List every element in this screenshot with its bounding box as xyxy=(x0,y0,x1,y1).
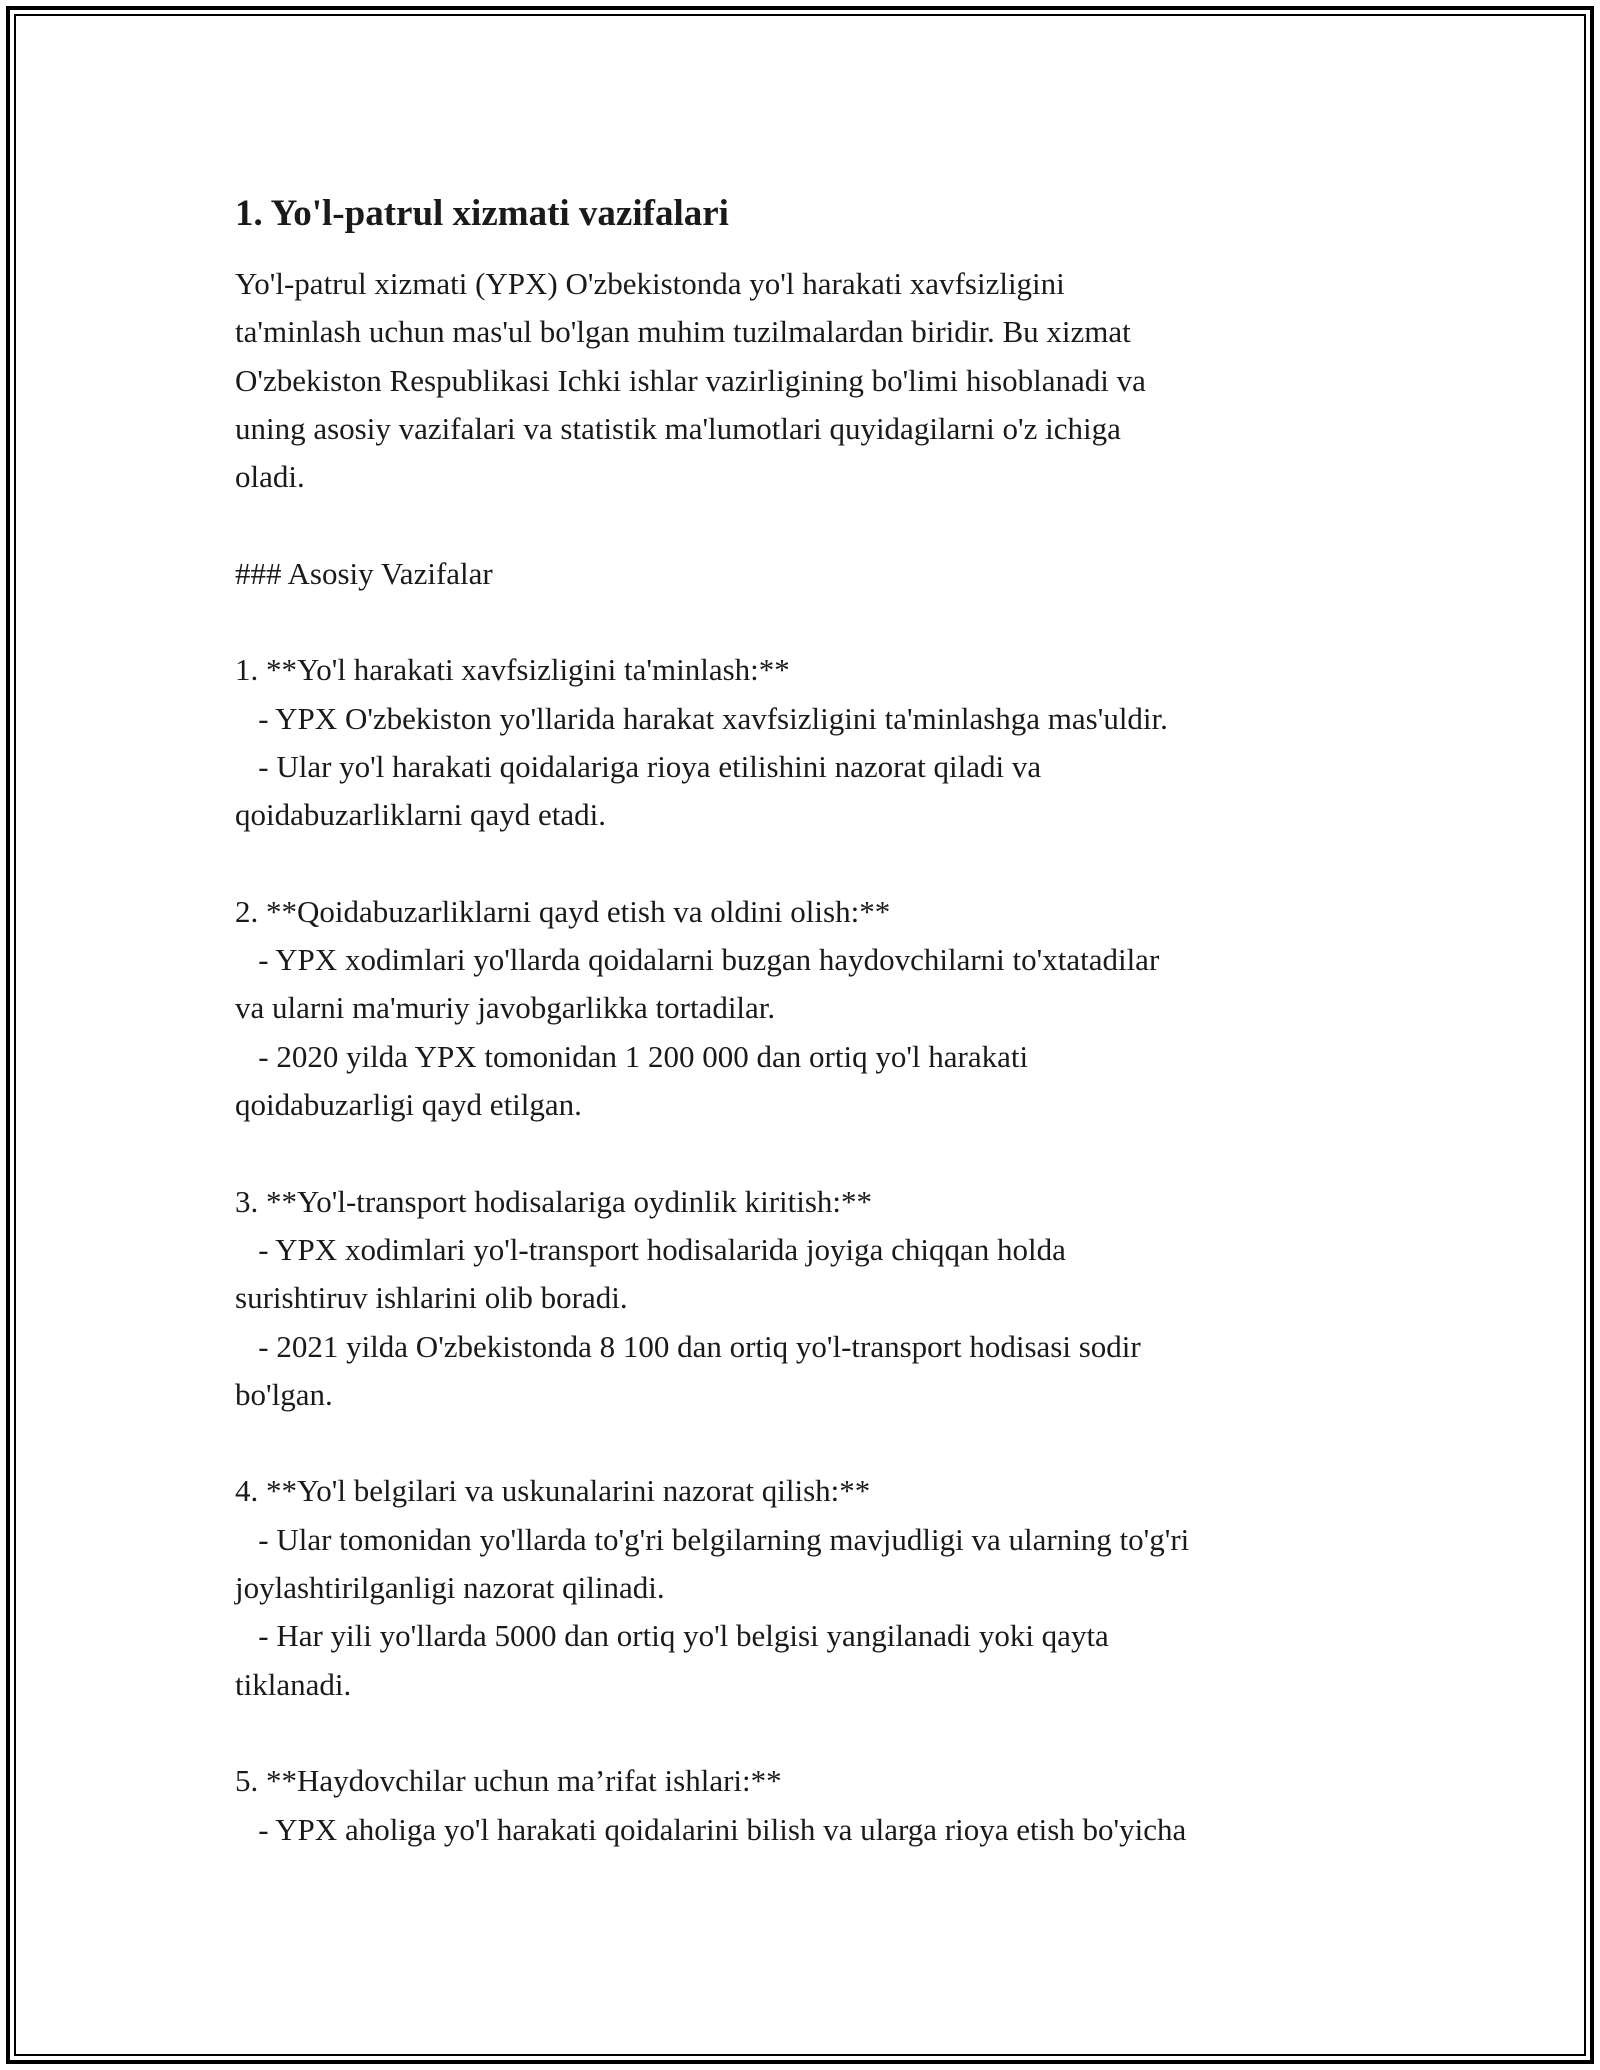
document-content xyxy=(235,190,1375,1854)
document-title: 1. Yo'l-patrul xizmati vazifalari xyxy=(235,193,729,234)
document-body: Yo'l-patrul xizmati (YPX) O'zbekistonda yo'l harakati xavfsizligini ta'minlash uchun mas'ul bo'lgan muhim tuzilmalardan biridir. Bu xizmat O'zbekiston Respublikasi Ichki ishlar vazirligining bo'limi hisoblanadi va uning asosiy vazifalari va statistik ma'lumotlari quyidagilarni o'z ichiga oladi. ### Asosiy Vazifalar 1. **Yo'l harakati xavfsizligini ta'minlash:** - YPX O'zbekiston yo'llarida harakat xavfsizligini ta'minlashga mas'uldir. - Ular yo'l harakati qoidalariga rioya etilishini nazorat qiladi va qoidabuzarliklarni qayd etadi. 2. **Qoidabuzarliklarni qayd etish va oldini olish:** - YPX xodimlari yo'llarda qoidalarni buzgan haydovchilarni to'xtatadilar va ularni ma'muriy javobgarlikka tortadilar. - 2020 yilda YPX tomonidan 1 200 000 dan ortiq yo'l harakati qoidabuzarligi qayd etilgan. 3. **Yo'l-transport hodisalariga oydinlik kiritish:** - YPX xodimlari yo'l-transport hodisalarida joyiga chiqqan holda surishtiruv ishlarini olib boradi. - 2021 yilda O'zbekistonda 8 100 dan ortiq yo'l-transport hodisasi sodir bo'lgan. 4. **Yo'l belgilari va uskunalarini nazorat qilish:** - Ular tomonidan yo'llarda to'g'ri belgilarning mavjudligi va ularning to'g'ri joylashtirilganligi nazorat qilinadi. - Har yili yo'llarda 5000 dan ortiq yo'l belgisi yangilanadi yoki qayta tiklanadi. 5. **Haydovchilar uchun ma’rifat ishlari:** - YPX aholiga yo'l harakati qoidalarini bilish va ularga rioya etish bo'yicha xyxy=(235,266,1190,1847)
